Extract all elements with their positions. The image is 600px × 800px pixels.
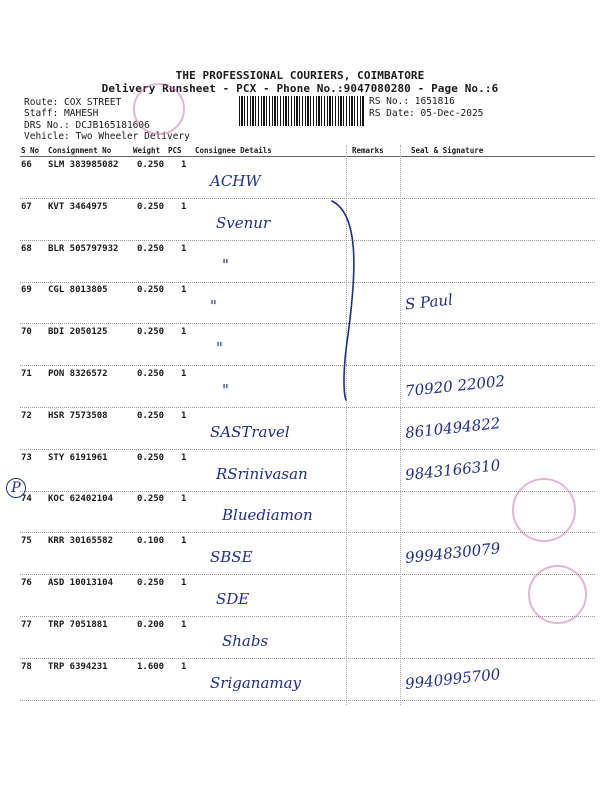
row-signature-handwriting: 70920 22002	[404, 371, 506, 401]
table-row	[20, 574, 595, 575]
row-signature-handwriting: S Paul	[404, 290, 454, 314]
row-consignee-handwriting: Shabs	[222, 632, 269, 650]
row-sno: 72	[21, 411, 32, 421]
row-sno: 69	[21, 285, 32, 295]
row-pcs: 1	[181, 494, 187, 504]
table-row	[20, 616, 595, 617]
rs-date: RS Date: 05-Dec-2025	[369, 108, 484, 119]
row-weight: 0.250	[137, 411, 165, 421]
table-row	[20, 532, 595, 533]
row-consignment: TRP 7051881	[48, 620, 108, 630]
row-pcs: 1	[181, 160, 187, 170]
table-row	[20, 282, 595, 283]
row-pcs: 1	[181, 662, 187, 672]
row-consignment: BDI 2050125	[48, 327, 108, 337]
row-consignment: HSR 7573508	[48, 411, 108, 421]
col-pcs: PCS	[168, 146, 182, 155]
row-sno: 71	[21, 369, 32, 379]
table-row	[20, 491, 595, 492]
row-consignment: ASD 10013104	[48, 578, 114, 588]
row-pcs: 1	[181, 202, 187, 212]
table-row	[20, 198, 595, 199]
row-sno: 78	[21, 662, 32, 672]
row-consignment: BLR 505797932	[48, 244, 119, 254]
row-pcs: 1	[181, 453, 187, 463]
vehicle-label: Vehicle: Two Wheeler Delivery	[24, 131, 190, 142]
table-row	[20, 365, 595, 366]
header-rule	[20, 156, 595, 157]
row-pcs: 1	[181, 411, 187, 421]
staff-label: Staff: MAHESH	[24, 108, 99, 119]
row-consignment: SLM 383985082	[48, 160, 119, 170]
row-signature-handwriting: 9843166310	[404, 456, 502, 484]
col-sno: S No	[21, 146, 40, 155]
row-pcs: 1	[181, 244, 187, 254]
row-consignee-handwriting: "	[216, 339, 223, 357]
row-weight: 0.200	[137, 620, 165, 630]
row-weight: 0.250	[137, 578, 165, 588]
row-consignee-handwriting: Sriganamay	[210, 674, 302, 692]
row-consignment: KRR 30165582	[48, 536, 114, 546]
row-consignee-handwriting: SBSE	[210, 548, 253, 566]
row-pcs: 1	[181, 536, 187, 546]
row-consignment: CGL 8013805	[48, 285, 108, 295]
row-sno: 66	[21, 160, 32, 170]
row-sno: 67	[21, 202, 32, 212]
drs-number: DRS No.: DCJB165181606	[24, 120, 150, 131]
row-pcs: 1	[181, 327, 187, 337]
row-sno: 70	[21, 327, 32, 337]
barcode	[239, 96, 365, 126]
col-remarks: Remarks	[352, 146, 384, 155]
row-pcs: 1	[181, 578, 187, 588]
table-row	[20, 240, 595, 241]
row-weight: 1.600	[137, 662, 165, 672]
route-label: Route: COX STREET	[24, 97, 122, 108]
row-consignee-handwriting: "	[222, 256, 229, 274]
row-weight: 0.250	[137, 244, 165, 254]
row-sno: 75	[21, 536, 32, 546]
row-consignment: KOC 62402104	[48, 494, 114, 504]
row-weight: 0.250	[137, 327, 165, 337]
row-consignee-handwriting: ACHW	[210, 172, 261, 190]
row-weight: 0.250	[137, 494, 165, 504]
col-weight: Weight	[133, 146, 161, 155]
row-signature-handwriting: 8610494822	[404, 414, 502, 442]
row-weight: 0.250	[137, 369, 165, 379]
row-weight: 0.250	[137, 453, 165, 463]
row-consignment: KVT 3464975	[48, 202, 108, 212]
ditto-bracket-mark	[320, 195, 380, 405]
ink-stamp	[133, 83, 185, 135]
row-sno: 74	[21, 494, 32, 504]
row-pcs: 1	[181, 285, 187, 295]
seal-stamp-2	[528, 565, 587, 624]
seal-stamp	[512, 478, 576, 542]
row-consignee-handwriting: SDE	[216, 590, 250, 608]
row-consignee-handwriting: RSrinivasan	[216, 465, 308, 483]
row-consignee-handwriting: Bluediamon	[222, 506, 313, 524]
runsheet-title: Delivery Runsheet - PCX - Phone No.:9047080280 - Page No.:6	[101, 82, 499, 95]
row-signature-handwriting: 9994830079	[404, 539, 502, 567]
row-sno: 76	[21, 578, 32, 588]
rs-number: RS No.: 1651816	[369, 96, 455, 107]
margin-mark: P	[6, 478, 26, 498]
row-consignee-handwriting: SASTravel	[210, 423, 290, 441]
col-seal-signature: Seal & Signature	[411, 146, 484, 155]
row-pcs: 1	[181, 369, 187, 379]
table-row	[20, 658, 595, 659]
company-title: THE PROFESSIONAL COURIERS, COIMBATORE	[175, 69, 425, 82]
col-consignment: Consignment No	[48, 146, 112, 155]
row-pcs: 1	[181, 620, 187, 630]
table-row	[20, 700, 595, 701]
row-consignee-handwriting: Svenur	[216, 214, 271, 232]
row-weight: 0.250	[137, 160, 165, 170]
row-weight: 0.250	[137, 285, 165, 295]
table-row	[20, 407, 595, 408]
signature-divider	[400, 145, 401, 705]
col-consignee: Consignee Details	[195, 146, 272, 155]
row-consignment: STY 6191961	[48, 453, 108, 463]
row-consignee-handwriting: "	[210, 297, 217, 315]
row-weight: 0.100	[137, 536, 165, 546]
row-sno: 77	[21, 620, 32, 630]
row-consignment: PON 8326572	[48, 369, 108, 379]
row-signature-handwriting: 9940995700	[404, 665, 502, 693]
row-weight: 0.250	[137, 202, 165, 212]
row-consignee-handwriting: "	[222, 381, 229, 399]
row-sno: 68	[21, 244, 32, 254]
row-sno: 73	[21, 453, 32, 463]
table-row	[20, 449, 595, 450]
table-row	[20, 323, 595, 324]
row-consignment: TRP 6394231	[48, 662, 108, 672]
